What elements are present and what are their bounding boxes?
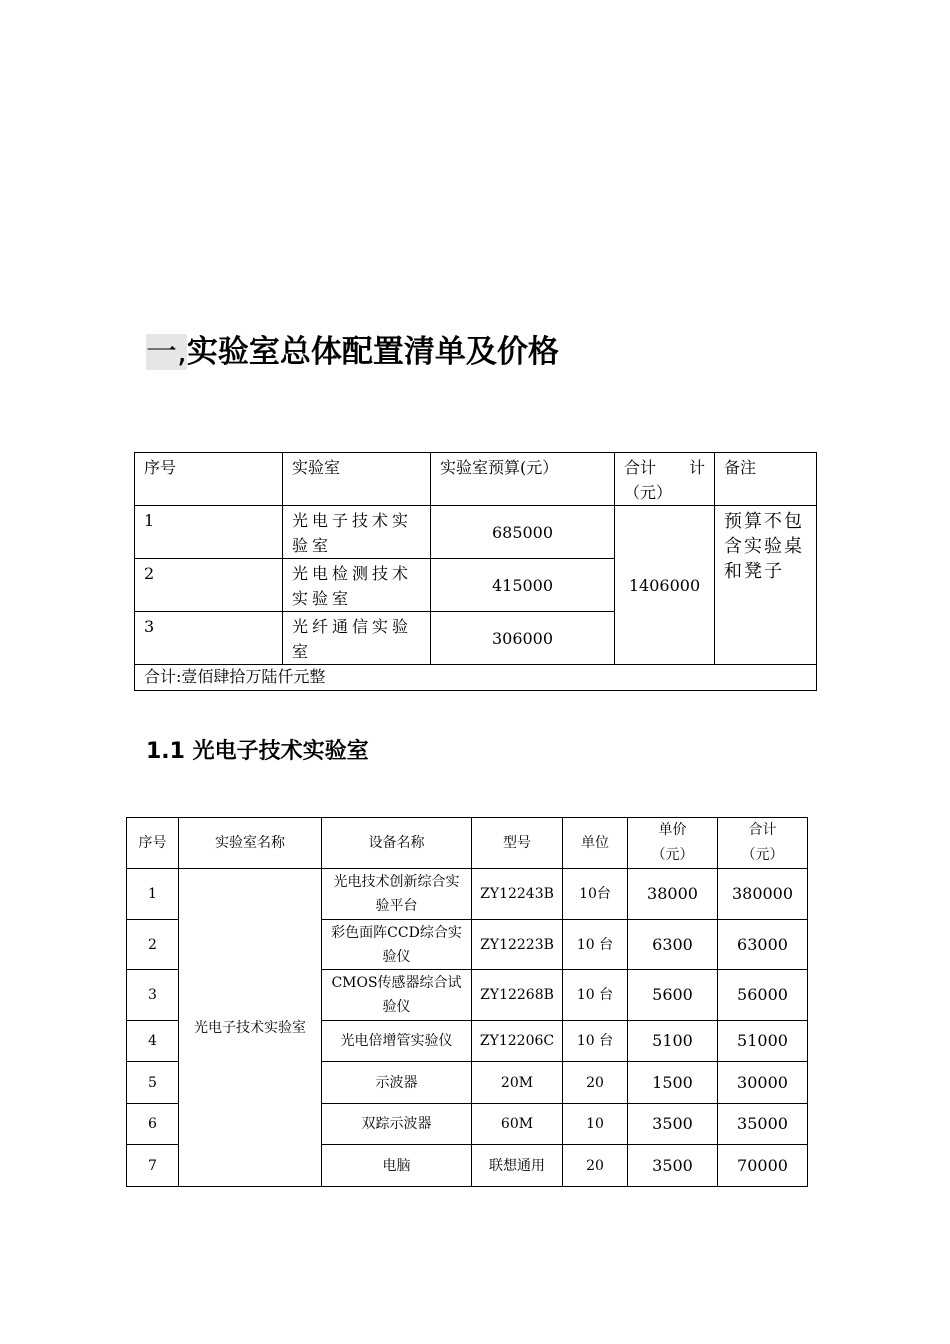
equipment-table — [126, 817, 808, 1187]
table-row — [127, 869, 808, 920]
unit: 10 台 — [563, 970, 628, 1021]
section-heading-2: 1.1 光电子技术实验室 — [146, 739, 369, 764]
lab-name: 光电子技术实验室 — [283, 506, 431, 559]
model: 20M — [472, 1062, 563, 1104]
row-number: 7 — [127, 1145, 179, 1187]
model: 60M — [472, 1104, 563, 1145]
line-total: 70000 — [718, 1145, 808, 1187]
line-total: 63000 — [718, 920, 808, 970]
section-number: 一, — [146, 334, 187, 370]
header-cell: 单价（元） — [628, 818, 718, 869]
sum-row — [135, 665, 817, 691]
header-label: 计 — [688, 458, 705, 477]
lab-name: 光纤通信实验室 — [283, 612, 431, 665]
row-number: 2 — [135, 559, 283, 612]
lab-budget: 685000 — [431, 506, 615, 559]
model: ZY12268B — [472, 970, 563, 1021]
header-cell: 序号 — [127, 818, 179, 869]
unit: 10 — [563, 1104, 628, 1145]
header-label: 合计 — [624, 458, 657, 477]
sum-in-words: 合计:壹佰肆拾万陆仟元整 — [135, 665, 817, 691]
header-cell: 实验室 — [283, 453, 431, 506]
table-header-row — [127, 818, 808, 869]
header-cell: 型号 — [472, 818, 563, 869]
row-number: 1 — [127, 869, 179, 920]
unit: 10 台 — [563, 920, 628, 970]
unit: 20 — [563, 1062, 628, 1104]
line-total: 51000 — [718, 1021, 808, 1062]
table-header-row — [135, 453, 817, 506]
header-cell-total — [615, 453, 715, 506]
row-number: 5 — [127, 1062, 179, 1104]
line-total: 56000 — [718, 970, 808, 1021]
row-number: 2 — [127, 920, 179, 970]
device-name: 彩色面阵CCD综合实验仪 — [322, 920, 472, 970]
row-number: 4 — [127, 1021, 179, 1062]
unit-price: 6300 — [628, 920, 718, 970]
header-cell: 设备名称 — [322, 818, 472, 869]
device-name: 示波器 — [322, 1062, 472, 1104]
line-total: 380000 — [718, 869, 808, 920]
device-name: 光电倍增管实验仪 — [322, 1021, 472, 1062]
header-cell: 序号 — [135, 453, 283, 506]
table-row — [135, 506, 817, 559]
lab-name: 光电子技术实验室 — [179, 869, 322, 1187]
unit: 10台 — [563, 869, 628, 920]
model: ZY12243B — [472, 869, 563, 920]
model: ZY12206C — [472, 1021, 563, 1062]
row-number: 3 — [127, 970, 179, 1021]
unit-price: 38000 — [628, 869, 718, 920]
unit: 20 — [563, 1145, 628, 1187]
section-title: 实验室总体配置清单及价格 — [186, 334, 559, 370]
lab-name: 光电检测技术实验室 — [283, 559, 431, 612]
row-number: 1 — [135, 506, 283, 559]
unit-price: 1500 — [628, 1062, 718, 1104]
header-cell: 备注 — [715, 453, 817, 506]
header-cell: 单位 — [563, 818, 628, 869]
unit: 10 台 — [563, 1021, 628, 1062]
row-number: 3 — [135, 612, 283, 665]
device-name: 双踪示波器 — [322, 1104, 472, 1145]
unit-price: 5600 — [628, 970, 718, 1021]
section-heading-1 — [146, 330, 559, 374]
model: ZY12223B — [472, 920, 563, 970]
header-cell: 实验室预算(元） — [431, 453, 615, 506]
header-cell: 实验室名称 — [179, 818, 322, 869]
header-cell: 合计（元） — [718, 818, 808, 869]
unit-price: 3500 — [628, 1104, 718, 1145]
total-amount: 1406000 — [615, 506, 715, 665]
row-number: 6 — [127, 1104, 179, 1145]
lab-budget-table — [134, 452, 817, 691]
line-total: 30000 — [718, 1062, 808, 1104]
line-total: 35000 — [718, 1104, 808, 1145]
unit-price: 5100 — [628, 1021, 718, 1062]
device-name: 电脑 — [322, 1145, 472, 1187]
device-name: 光电技术创新综合实验平台 — [322, 869, 472, 920]
model: 联想通用 — [472, 1145, 563, 1187]
device-name: CMOS传感器综合试验仪 — [322, 970, 472, 1021]
header-unit: （元） — [624, 483, 673, 502]
lab-budget: 306000 — [431, 612, 615, 665]
lab-budget: 415000 — [431, 559, 615, 612]
remark: 预算不包含实验桌和凳子 — [715, 506, 817, 665]
unit-price: 3500 — [628, 1145, 718, 1187]
